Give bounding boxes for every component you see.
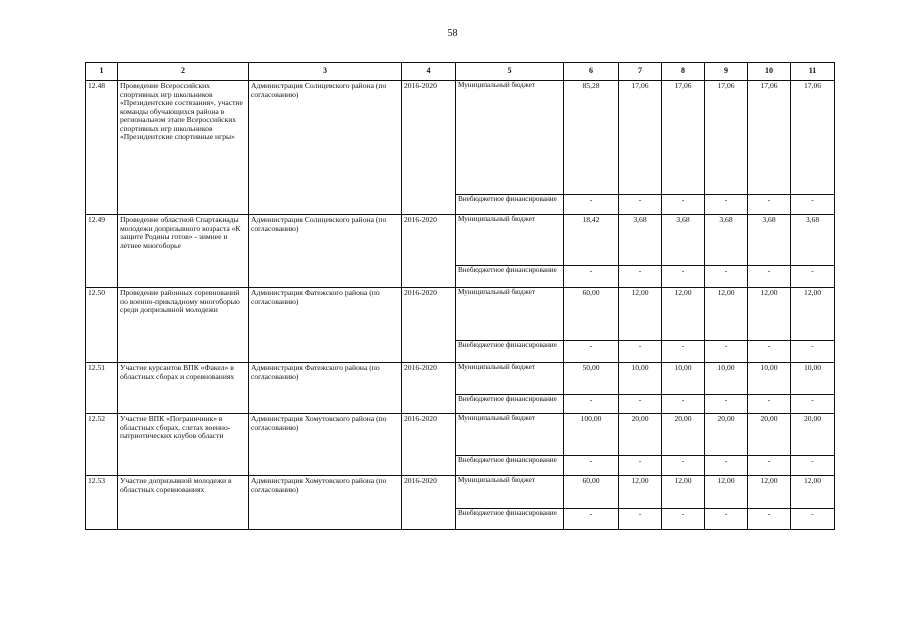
funding-value: - (619, 266, 662, 288)
funding-value: - (748, 509, 791, 530)
row-period: 2016-2020 (402, 81, 456, 215)
funding-value: 17,06 (705, 81, 748, 195)
funding-value: - (564, 395, 619, 414)
funding-value: - (705, 456, 748, 476)
funding-value: 3,68 (619, 215, 662, 266)
funding-value: - (748, 195, 791, 215)
funding-value: 3,68 (705, 215, 748, 266)
row-activity-name: Участие курсантов ВПК «Факел» в областных сборах и соревнованиях (118, 363, 249, 414)
funding-source-label: Муниципальный бюджет (456, 476, 564, 509)
row-period: 2016-2020 (402, 215, 456, 288)
funding-value: 12,00 (619, 288, 662, 341)
header-row (86, 63, 835, 81)
funding-value: 12,00 (662, 476, 705, 509)
header-col-1: 1 (86, 63, 118, 81)
funding-value: 20,00 (705, 414, 748, 456)
funding-value: 20,00 (662, 414, 705, 456)
table-row (86, 476, 835, 509)
funding-value: - (564, 195, 619, 215)
table-row (86, 363, 835, 395)
table-row (86, 414, 835, 456)
funding-value: - (662, 341, 705, 363)
table-row (86, 215, 835, 266)
table-row (86, 288, 835, 341)
funding-value: - (791, 509, 835, 530)
funding-value: - (748, 395, 791, 414)
funding-value: 3,68 (748, 215, 791, 266)
funding-value: - (662, 266, 705, 288)
funding-value: 20,00 (748, 414, 791, 456)
funding-value: 100,00 (564, 414, 619, 456)
header-col-10: 10 (748, 63, 791, 81)
funding-value: - (705, 341, 748, 363)
funding-value: 85,28 (564, 81, 619, 195)
funding-value: 12,00 (791, 288, 835, 341)
funding-value: 12,00 (705, 288, 748, 341)
row-executor: Администрация Фатежского района (по согласованию) (249, 363, 402, 414)
page-number: 58 (447, 28, 458, 39)
funding-value: - (564, 456, 619, 476)
row-period: 2016-2020 (402, 476, 456, 530)
funding-source-label: Муниципальный бюджет (456, 288, 564, 341)
row-activity-name: Проведение областной Спартакиады молодежи допризывного возраста «К защите Родины готов» - зимнее и летнее многоборье (118, 215, 249, 288)
funding-value: 12,00 (619, 476, 662, 509)
funding-value: - (791, 266, 835, 288)
row-activity-name: Участие ВПК «Пограничник» в областных сборах, слетах военно-патриотических клубов области (118, 414, 249, 476)
row-code: 12.52 (86, 414, 118, 476)
funding-source-label: Внебюджетное финансирование (456, 509, 564, 530)
funding-value: - (791, 341, 835, 363)
header-col-3: 3 (249, 63, 402, 81)
funding-value: 3,68 (791, 215, 835, 266)
funding-value: 10,00 (791, 363, 835, 395)
funding-value: 12,00 (748, 288, 791, 341)
funding-source-label: Муниципальный бюджет (456, 215, 564, 266)
table-row (86, 81, 835, 195)
row-executor: Администрация Фатежского района (по согласованию) (249, 288, 402, 363)
funding-value: 10,00 (705, 363, 748, 395)
funding-value: 17,06 (619, 81, 662, 195)
funding-value: - (564, 341, 619, 363)
row-period: 2016-2020 (402, 288, 456, 363)
funding-value: - (662, 395, 705, 414)
header-col-6: 6 (564, 63, 619, 81)
funding-value: 12,00 (748, 476, 791, 509)
header-col-11: 11 (791, 63, 835, 81)
funding-value: 60,00 (564, 288, 619, 341)
funding-source-label: Внебюджетное финансирование (456, 456, 564, 476)
row-code: 12.49 (86, 215, 118, 288)
funding-value: - (791, 395, 835, 414)
funding-value: - (564, 266, 619, 288)
funding-value: 12,00 (662, 288, 705, 341)
funding-value: 17,06 (662, 81, 705, 195)
funding-value: - (662, 509, 705, 530)
funding-value: - (564, 509, 619, 530)
funding-source-label: Внебюджетное финансирование (456, 266, 564, 288)
funding-value: - (662, 195, 705, 215)
funding-value: 10,00 (662, 363, 705, 395)
funding-value: 12,00 (791, 476, 835, 509)
funding-value: - (619, 509, 662, 530)
row-executor: Администрация Солнцевского района (по согласованию) (249, 81, 402, 215)
funding-source-label: Муниципальный бюджет (456, 81, 564, 195)
funding-value: - (791, 456, 835, 476)
header-col-7: 7 (619, 63, 662, 81)
row-code: 12.50 (86, 288, 118, 363)
header-col-2: 2 (118, 63, 249, 81)
row-code: 12.51 (86, 363, 118, 414)
funding-value: - (748, 266, 791, 288)
row-executor: Администрация Хомутовского района (по согласованию) (249, 476, 402, 530)
funding-value: - (662, 456, 705, 476)
row-code: 12.48 (86, 81, 118, 215)
funding-value: - (619, 341, 662, 363)
table-body (86, 81, 835, 530)
funding-source-label: Муниципальный бюджет (456, 363, 564, 395)
funding-value: - (619, 395, 662, 414)
funding-value: 3,68 (662, 215, 705, 266)
funding-value: - (748, 341, 791, 363)
funding-source-label: Муниципальный бюджет (456, 414, 564, 456)
funding-value: - (619, 195, 662, 215)
funding-value: 10,00 (619, 363, 662, 395)
row-executor: Администрация Солнцевского района (по согласованию) (249, 215, 402, 288)
funding-source-label: Внебюджетное финансирование (456, 341, 564, 363)
funding-value: - (705, 195, 748, 215)
funding-value: 20,00 (791, 414, 835, 456)
funding-table (85, 62, 835, 530)
row-code: 12.53 (86, 476, 118, 530)
row-activity-name: Проведение Всероссийских спортивных игр школьников «Президентские состязания», участие команды обучающихся района в региональном этапе Всероссийских спортивных игр школьников «Президентские спортивные игры» (118, 81, 249, 215)
funding-value: 17,06 (791, 81, 835, 195)
row-activity-name: Проведение районных соревнований по военно-прикладному многоборью среди допризывной молодежи (118, 288, 249, 363)
row-period: 2016-2020 (402, 414, 456, 476)
funding-value: 60,00 (564, 476, 619, 509)
funding-value: - (705, 266, 748, 288)
header-col-4: 4 (402, 63, 456, 81)
funding-source-label: Внебюджетное финансирование (456, 395, 564, 414)
funding-value: 18,42 (564, 215, 619, 266)
header-col-9: 9 (705, 63, 748, 81)
funding-value: 10,00 (748, 363, 791, 395)
funding-value: - (748, 456, 791, 476)
funding-value: 12,00 (705, 476, 748, 509)
funding-value: - (619, 456, 662, 476)
funding-value: - (705, 509, 748, 530)
funding-value: 20,00 (619, 414, 662, 456)
row-activity-name: Участие допризывной молодежи в областных соревнованиях (118, 476, 249, 530)
header-col-5: 5 (456, 63, 564, 81)
header-col-8: 8 (662, 63, 705, 81)
funding-value: 50,00 (564, 363, 619, 395)
funding-value: 17,06 (748, 81, 791, 195)
funding-value: - (791, 195, 835, 215)
funding-source-label: Внебюджетное финансирование (456, 195, 564, 215)
funding-value: - (705, 395, 748, 414)
row-period: 2016-2020 (402, 363, 456, 414)
row-executor: Администрация Хомутовского района (по согласованию) (249, 414, 402, 476)
